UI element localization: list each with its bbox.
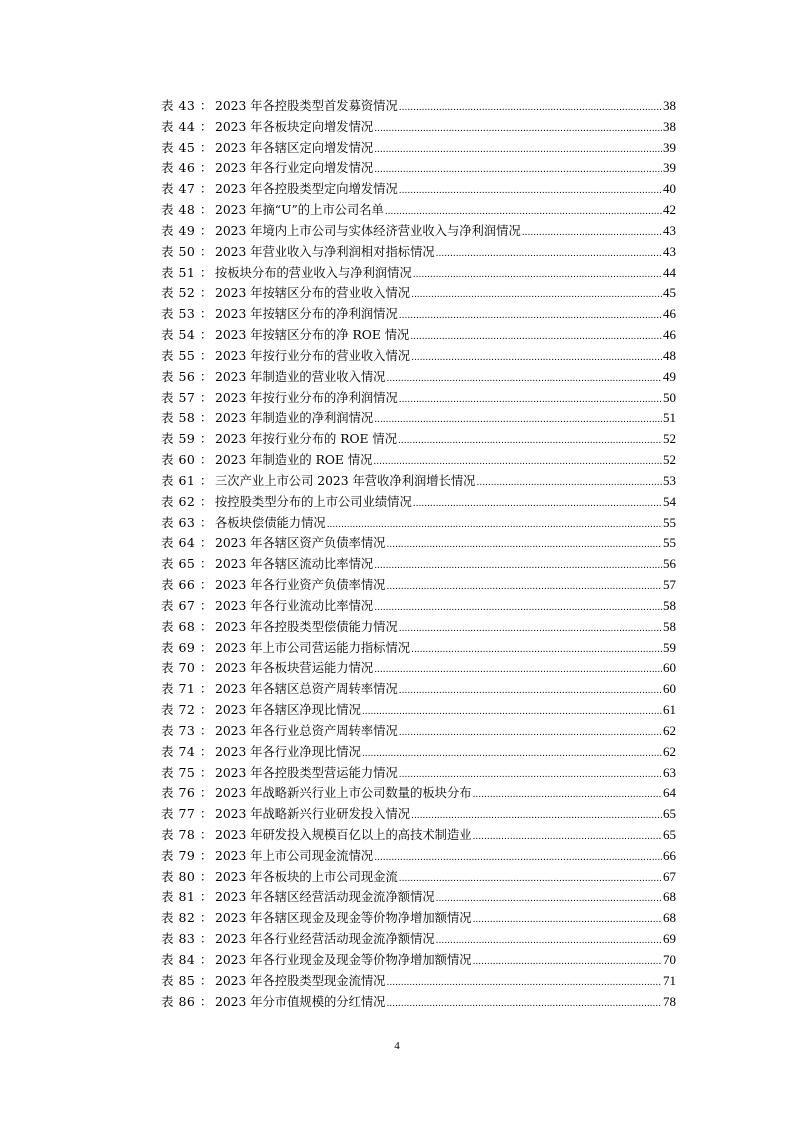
toc-entry-page: 62 [663,743,676,759]
toc-entry[interactable] [161,283,676,304]
toc-entry[interactable] [161,825,676,846]
toc-entry[interactable] [161,846,676,867]
toc-entry-label: 表 50 ： [161,243,213,259]
toc-entry[interactable] [161,138,676,159]
toc-entry-page: 42 [663,202,676,218]
toc-entry-page: 58 [663,618,676,634]
toc-entry-title: 2023 年按行业分布的 ROE 情况 [215,432,398,447]
toc-leader-dots [473,952,662,973]
toc-entry-title: 2023 年各控股类型定向增发情况 [215,182,398,197]
toc-entry-label: 表 70 ： [161,660,213,676]
toc-entry[interactable] [161,533,676,554]
toc-entry[interactable] [161,450,676,471]
toc-entry-title: 2023 年各板块的上市公司现金流 [215,869,398,884]
toc-entry[interactable] [161,388,676,409]
toc-entry[interactable] [161,950,676,971]
toc-entry-label: 表 43 ： [161,98,213,113]
toc-entry-page: 78 [663,993,676,1009]
toc-leader-dots [374,556,662,577]
toc-entry[interactable] [161,971,676,992]
toc-entry-page: 38 [663,98,676,113]
toc-leader-dots [399,681,662,702]
toc-entry[interactable] [161,429,676,450]
toc-entry-page: 43 [663,222,676,238]
toc-entry-page: 64 [663,785,676,801]
toc-leader-dots [385,202,662,223]
toc-entry-label: 表 60 ： [161,452,213,468]
toc-entry-page: 61 [663,702,676,718]
toc-entry[interactable] [161,554,676,575]
toc-entry-page: 71 [663,972,676,988]
toc-entry-title: 2023 年各辖区定向增发情况 [215,140,374,155]
toc-entry[interactable] [161,742,676,763]
toc-entry[interactable] [161,804,676,825]
toc-entry-title: 2023 年各行业流动比率情况 [215,598,374,613]
toc-entry-page: 70 [663,951,676,967]
toc-entry[interactable] [161,763,676,784]
toc-leader-dots [327,515,662,536]
toc-entry[interactable] [161,638,676,659]
toc-leader-dots [413,265,662,286]
toc-entry-title: 2023 年各控股类型首发募资情况 [215,99,398,113]
toc-entry-label: 表 81 ： [161,889,213,905]
toc-leader-dots [386,577,662,598]
toc-entry-page: 63 [663,764,676,780]
toc-entry-title: 2023 年按行业分布的营业收入情况 [215,348,411,363]
toc-entry-page: 44 [663,264,676,280]
toc-entry-title: 2023 年各辖区资产负债率情况 [215,536,386,551]
toc-entry-label: 表 54 ： [161,327,213,343]
toc-entry-title: 三次产业上市公司 2023 年营收净利润增长情况 [215,473,476,488]
toc-entry-page: 67 [663,868,676,884]
toc-entry-page: 53 [663,472,676,488]
toc-entry-page: 68 [663,910,676,926]
toc-entry-title: 2023 年各板块定向增发情况 [215,119,374,134]
toc-entry-page: 68 [663,889,676,905]
toc-entry[interactable] [161,179,676,200]
toc-entry[interactable] [161,158,676,179]
toc-entry[interactable] [161,513,676,534]
toc-entry-label: 表 66 ： [161,577,213,593]
toc-entry-page: 50 [663,389,676,405]
toc-leader-dots [399,869,662,890]
toc-entry-page: 48 [663,347,676,363]
toc-entry[interactable] [161,263,676,284]
toc-entry[interactable] [161,783,676,804]
toc-entry-page: 46 [663,327,676,343]
toc-entry-page: 65 [663,826,676,842]
toc-entry-title: 按控股类型分布的上市公司业绩情况 [215,494,412,509]
toc-leader-dots [411,640,662,661]
toc-entry-label: 表 80 ： [161,868,213,884]
toc-entry-title: 2023 年上市公司现金流情况 [215,848,374,863]
toc-leader-dots [386,535,662,556]
toc-entry-label: 表 73 ： [161,722,213,738]
toc-entry[interactable] [161,596,676,617]
toc-leader-dots [373,452,662,473]
toc-entry-title: 2023 年营业收入与净利润相对指标情况 [215,244,435,259]
toc-entry-label: 表 84 ： [161,951,213,967]
toc-entry-label: 表 47 ： [161,181,213,197]
toc-entry-page: 57 [663,577,676,593]
toc-entry[interactable] [161,867,676,888]
toc-leader-dots [413,494,662,515]
toc-entry-label: 表 68 ： [161,618,213,634]
toc-entry-page: 59 [663,639,676,655]
toc-entry[interactable] [161,929,676,950]
toc-leader-dots [374,848,662,869]
toc-entry-page: 54 [663,493,676,509]
toc-leader-dots [473,827,662,848]
toc-entry-label: 表 65 ： [161,556,213,572]
toc-leader-dots [374,140,662,161]
toc-entry-title: 2023 年各控股类型营运能力情况 [215,765,398,780]
toc-entry-title: 2023 年各辖区总资产周转率情况 [215,682,398,697]
toc-leader-dots [476,473,662,494]
toc-leader-dots [399,181,662,202]
toc-leader-dots [473,785,662,806]
toc-entry-label: 表 58 ： [161,410,213,426]
toc-entry-title: 2023 年研发投入规模百亿以上的高技术制造业 [215,827,472,842]
toc-entry-page: 51 [663,410,676,426]
toc-entry-label: 表 67 ： [161,597,213,613]
toc-entry-label: 表 85 ： [161,972,213,988]
toc-entry-label: 表 76 ： [161,785,213,801]
toc-entry-title: 2023 年各控股类型现金流情况 [215,973,386,988]
toc-entry-page: 45 [663,285,676,301]
toc-entry[interactable] [161,721,676,742]
toc-leader-dots [374,660,662,681]
toc-entry[interactable] [161,325,676,346]
toc-entry[interactable] [161,346,676,367]
toc-entry-label: 表 46 ： [161,160,213,176]
toc-leader-dots [436,931,662,952]
toc-leader-dots [410,327,662,348]
toc-entry-title: 2023 年各板块营运能力情况 [215,661,374,676]
toc-entry-page: 49 [663,368,676,384]
toc-entry-page: 55 [663,535,676,551]
toc-entry-label: 表 77 ： [161,806,213,822]
toc-entry-label: 表 74 ： [161,743,213,759]
toc-entry[interactable] [161,242,676,263]
toc-entry-label: 表 72 ： [161,702,213,718]
toc-leader-dots [374,410,662,431]
toc-leader-dots [411,806,662,827]
toc-entry-title: 2023 年制造业的 ROE 情况 [215,453,373,468]
toc-entry-title: 2023 年按辖区分布的净利润情况 [215,307,398,322]
toc-entry[interactable] [161,700,676,721]
toc-leader-dots [362,744,662,765]
toc-entry-title: 2023 年制造业的净利润情况 [215,411,374,426]
toc-leader-dots [473,910,662,931]
toc-leader-dots [436,244,662,265]
toc-entry-title: 2023 年按辖区分布的净 ROE 情况 [215,328,410,343]
toc-entry-label: 表 53 ： [161,306,213,322]
toc-entry-title: 2023 年战略新兴行业研发投入情况 [215,807,411,822]
toc-entry-page: 56 [663,556,676,572]
toc-entry-page: 65 [663,806,676,822]
toc-entry-label: 表 49 ： [161,222,213,238]
toc-entry-label: 表 52 ： [161,285,213,301]
toc-entry-title: 2023 年境内上市公司与实体经济营业收入与净利润情况 [215,223,521,238]
toc-entry-title: 2023 年各辖区净现比情况 [215,703,361,718]
toc-entry[interactable] [161,200,676,221]
toc-entry[interactable] [161,992,676,1013]
toc-entry-label: 表 62 ： [161,493,213,509]
toc-entry-title: 2023 年战略新兴行业上市公司数量的板块分布 [215,786,472,801]
toc-entry[interactable] [161,908,676,929]
toc-entry-label: 表 56 ： [161,368,213,384]
toc-entry-title: 2023 年各控股类型偿债能力情况 [215,619,398,634]
toc-entry-title: 2023 年按辖区分布的营业收入情况 [215,286,411,301]
toc-entry-title: 2023 年上市公司营运能力指标情况 [215,640,411,655]
toc-entry-label: 表 55 ： [161,347,213,363]
toc-leader-dots [362,702,662,723]
toc-leader-dots [399,619,662,640]
toc-entry-page: 58 [663,597,676,613]
toc-entry[interactable] [161,117,676,138]
toc-entry-label: 表 59 ： [161,431,213,447]
toc-entry-label: 表 44 ： [161,118,213,134]
toc-entry-title: 2023 年各行业现金及现金等价物净增加额情况 [215,952,472,967]
toc-entry-title: 2023 年摘“U”的上市公司名单 [215,203,384,218]
toc-entry[interactable] [161,304,676,325]
toc-entry-page: 46 [663,306,676,322]
toc-entry-title: 按板块分布的营业收入与净利润情况 [215,265,412,280]
toc-entry[interactable] [161,408,676,429]
toc-entry-label: 表 82 ： [161,910,213,926]
toc-entry-label: 表 75 ： [161,764,213,780]
toc-leader-dots [411,348,662,369]
toc-leader-dots [374,598,662,619]
toc-entry-title: 各板块偿债能力情况 [215,515,326,530]
toc-entry-title: 2023 年各行业经营活动现金流净额情况 [215,932,435,947]
toc-leader-dots [522,223,662,244]
toc-entry-label: 表 78 ： [161,826,213,842]
toc-leader-dots [436,889,662,910]
toc-entry[interactable] [161,471,676,492]
toc-entry-page: 66 [663,847,676,863]
toc-entry-label: 表 63 ： [161,514,213,530]
toc-entry-page: 39 [663,160,676,176]
toc-entry-page: 62 [663,722,676,738]
toc-entry-page: 52 [663,431,676,447]
toc-entry-page: 38 [663,118,676,134]
toc-entry[interactable] [161,658,676,679]
toc-leader-dots [398,431,662,452]
toc-entry[interactable] [161,367,676,388]
toc-entry-page: 52 [663,452,676,468]
toc-entry[interactable] [161,221,676,242]
toc-entry[interactable] [161,575,676,596]
toc-entry-title: 2023 年各行业总资产周转率情况 [215,723,398,738]
toc-entry-title: 2023 年分市值规模的分红情况 [215,994,386,1009]
toc-entry-page: 60 [663,660,676,676]
toc-entry-label: 表 57 ： [161,389,213,405]
toc-entry[interactable] [161,617,676,638]
toc-leader-dots [399,306,662,327]
toc-entry-page: 43 [663,243,676,259]
toc-entry-label: 表 71 ： [161,681,213,697]
toc-entry[interactable] [161,679,676,700]
toc-entry-page: 69 [663,931,676,947]
toc-entry-title: 2023 年制造业的营业收入情况 [215,369,386,384]
toc-entry-title: 2023 年各行业资产负债率情况 [215,578,386,593]
toc-leader-dots [399,390,662,411]
page-number: 4 [394,1040,400,1052]
toc-leader-dots [374,119,662,140]
toc-entry-label: 表 48 ： [161,202,213,218]
toc-entry-page: 55 [663,514,676,530]
toc-entry-label: 表 51 ： [161,264,213,280]
toc-entry-title: 2023 年各辖区现金及现金等价物净增加额情况 [215,911,472,926]
toc-leader-dots [399,723,662,744]
toc-entry-label: 表 64 ： [161,535,213,551]
toc-entry-label: 表 83 ： [161,931,213,947]
toc-entry-label: 表 86 ： [161,993,213,1009]
toc-entry-label: 表 61 ： [161,472,213,488]
toc-entry-title: 2023 年各行业定向增发情况 [215,161,374,176]
toc-entry[interactable] [161,96,676,117]
toc-leader-dots [399,765,662,786]
toc-leader-dots [399,98,662,119]
toc-leader-dots [411,285,662,306]
toc-entry-page: 40 [663,181,676,197]
toc-entry[interactable] [161,492,676,513]
toc-entry-title: 2023 年各辖区经营活动现金流净额情况 [215,890,435,905]
table-of-contents [161,96,676,1012]
toc-entry-title: 2023 年各辖区流动比率情况 [215,557,374,572]
toc-leader-dots [386,973,662,994]
toc-entry[interactable] [161,887,676,908]
toc-leader-dots [374,160,662,181]
toc-entry-page: 39 [663,139,676,155]
toc-entry-label: 表 69 ： [161,639,213,655]
toc-entry-label: 表 45 ： [161,139,213,155]
toc-entry-label: 表 79 ： [161,847,213,863]
toc-entry-title: 2023 年按行业分布的净利润情况 [215,390,398,405]
toc-entry-page: 60 [663,681,676,697]
toc-entry-title: 2023 年各行业净现比情况 [215,744,361,759]
toc-leader-dots [386,369,662,390]
toc-leader-dots [386,994,662,1015]
